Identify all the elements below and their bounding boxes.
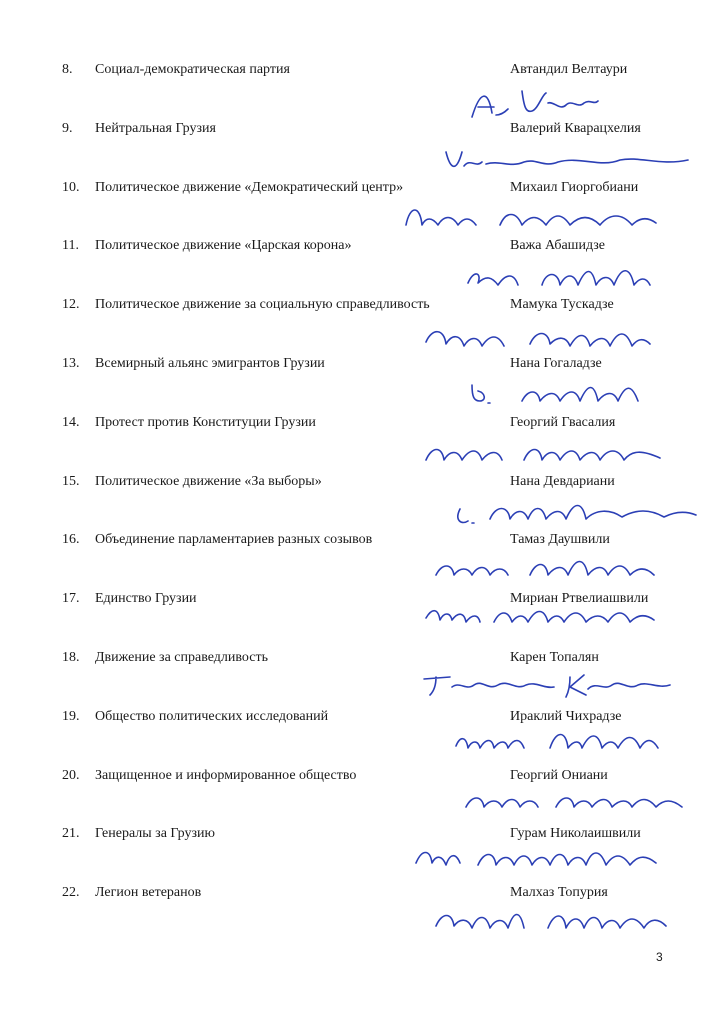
party-name: Социал-демократическая партия — [95, 62, 290, 77]
handwritten-signature — [462, 371, 722, 417]
leader-name: Георгий Гвасалия — [510, 415, 616, 430]
party-name: Единство Грузии — [95, 591, 197, 606]
party-name: Политическое движение «За выборы» — [95, 474, 322, 489]
leader-name: Нана Девдариани — [510, 474, 615, 489]
item-number: 13. — [62, 356, 80, 371]
handwritten-signature — [462, 255, 722, 301]
leader-name: Тамаз Даушвили — [510, 532, 610, 547]
party-name: Политическое движение «Царская корона» — [95, 238, 352, 253]
leader-name: Валерий Кварацхелия — [510, 121, 641, 136]
item-number: 10. — [62, 180, 80, 195]
handwritten-signature — [420, 600, 680, 646]
item-number: 8. — [62, 62, 73, 77]
party-name: Протест против Конституции Грузии — [95, 415, 316, 430]
leader-name: Важа Абашидзе — [510, 238, 605, 253]
page-number: 3 — [656, 950, 663, 964]
item-number: 17. — [62, 591, 80, 606]
handwritten-signature — [410, 839, 670, 885]
handwritten-signature — [430, 900, 690, 946]
leader-name: Ираклий Чихрадзе — [510, 709, 622, 724]
item-number: 22. — [62, 885, 80, 900]
handwritten-signature — [400, 195, 660, 241]
party-name: Легион ветеранов — [95, 885, 202, 900]
leader-name: Нана Гогаладзе — [510, 356, 602, 371]
party-name: Общество политических исследований — [95, 709, 329, 724]
item-number: 12. — [62, 297, 80, 312]
handwritten-signature — [430, 547, 690, 593]
party-name: Генералы за Грузию — [95, 826, 215, 841]
leader-name: Гурам Николаишвили — [510, 826, 641, 841]
leader-name: Мириан Ртвелиашвили — [510, 591, 649, 606]
handwritten-signature — [420, 663, 680, 709]
item-number: 19. — [62, 709, 80, 724]
handwritten-signature — [440, 138, 700, 184]
item-number: 15. — [62, 474, 80, 489]
handwritten-signature — [420, 430, 680, 476]
party-name: Объединение парламентариев разных созывов — [95, 532, 373, 547]
party-name: Всемирный альянс эмигрантов Грузии — [95, 356, 325, 371]
item-number: 21. — [62, 826, 80, 841]
leader-name: Георгий Ониани — [510, 768, 608, 783]
leader-name: Михаил Гиоргобиани — [510, 180, 639, 195]
item-number: 18. — [62, 650, 80, 665]
party-name: Движение за справедливость — [95, 650, 268, 665]
leader-name: Мамука Тускадзе — [510, 297, 614, 312]
party-name: Политическое движение «Демократический центр» — [95, 180, 404, 195]
handwritten-signature — [450, 724, 710, 770]
handwritten-signature — [460, 781, 720, 827]
item-number: 14. — [62, 415, 80, 430]
leader-name: Карен Топалян — [510, 650, 599, 665]
item-number: 9. — [62, 121, 73, 136]
party-name: Защищенное и информированное общество — [95, 768, 357, 783]
party-name: Нейтральная Грузия — [95, 121, 216, 136]
leader-name: Автандил Велтаури — [510, 62, 628, 77]
leader-name: Малхаз Топурия — [510, 885, 608, 900]
item-number: 16. — [62, 532, 80, 547]
item-number: 11. — [62, 238, 79, 253]
party-name: Политическое движение за социальную справедливость — [95, 297, 430, 312]
item-number: 20. — [62, 768, 80, 783]
